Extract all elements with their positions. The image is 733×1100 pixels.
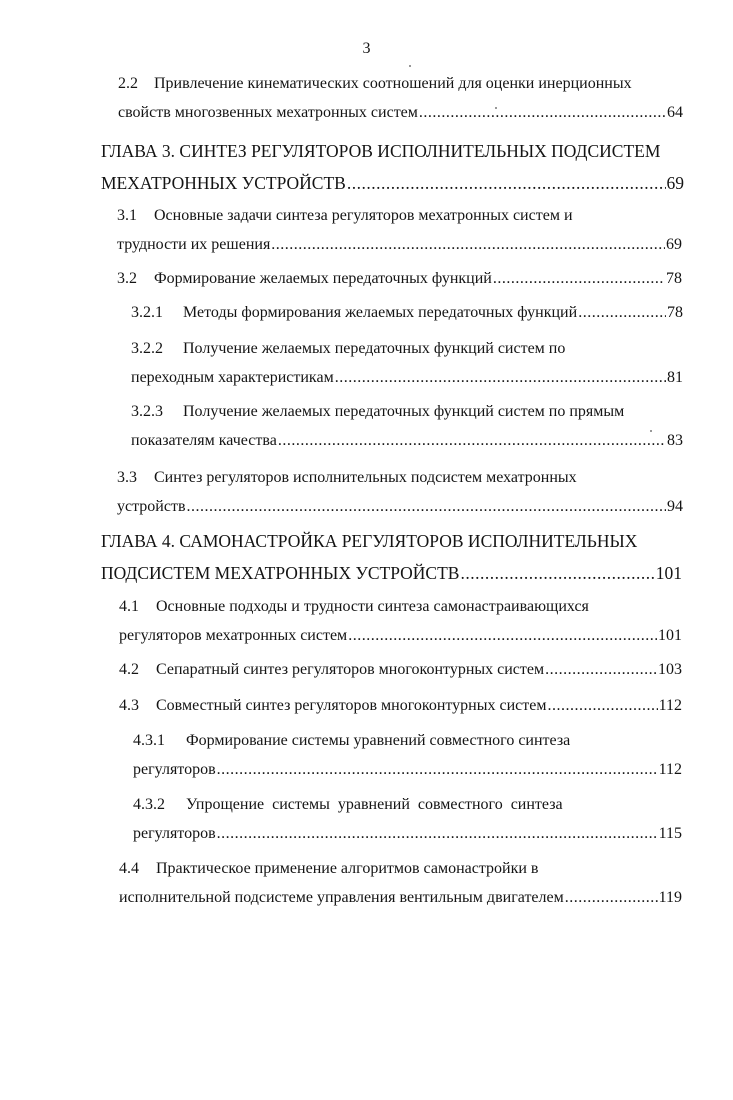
section-number: 4.4 bbox=[119, 860, 139, 877]
entry-title-line2: регуляторов мехатронных систем bbox=[119, 627, 348, 644]
section-number: 3.1 bbox=[117, 207, 137, 224]
dot-leader bbox=[419, 103, 666, 123]
chapter-title-line2: ПОДСИСТЕМ МЕХАТРОННЫХ УСТРОЙСТВ bbox=[101, 563, 460, 583]
section-number: 3.2 bbox=[117, 270, 137, 287]
entry-title-line2: свойств многозвенных мехатронных систем bbox=[118, 104, 418, 121]
toc-entry-4-1 bbox=[119, 597, 682, 646]
toc-entry-3-2-1 bbox=[131, 303, 683, 323]
dot-leader bbox=[348, 626, 657, 646]
dot-leader bbox=[565, 888, 658, 908]
entry-title-line1: Основные задачи синтеза регуляторов мехатронных систем и bbox=[154, 207, 573, 224]
page-ref: 64 bbox=[667, 104, 683, 121]
entry-title-line2: устройств bbox=[117, 498, 186, 515]
page-ref: 94 bbox=[667, 498, 683, 515]
toc-entry-3-3 bbox=[117, 468, 683, 517]
entry-title-line2: регуляторов bbox=[133, 825, 216, 842]
scan-speck bbox=[650, 430, 652, 432]
entry-title: Формирование желаемых передаточных функций bbox=[154, 270, 492, 287]
toc-entry-4-4 bbox=[119, 859, 682, 908]
entry-title-line1: Получение желаемых передаточных функций систем по bbox=[183, 340, 566, 357]
page-ref: 81 bbox=[667, 369, 683, 386]
toc-entry-3-2-2 bbox=[131, 339, 683, 388]
section-number: 2.2 bbox=[118, 75, 138, 92]
toc-entry-2-2 bbox=[118, 74, 683, 123]
chapter-title-line1: ГЛАВА 3. СИНТЕЗ РЕГУЛЯТОРОВ ИСПОЛНИТЕЛЬНЫХ ПОДСИСТЕМ bbox=[101, 141, 661, 161]
section-number: 3.2.3 bbox=[131, 403, 163, 420]
page-ref: 103 bbox=[658, 661, 682, 678]
entry-title-line1: Упрощение системы уравнений совместного синтеза bbox=[186, 796, 563, 813]
scan-speck bbox=[495, 107, 497, 109]
dot-leader bbox=[578, 303, 666, 323]
page-ref: 115 bbox=[658, 825, 682, 842]
dot-leader bbox=[217, 824, 658, 844]
toc-entry-4-3-2 bbox=[133, 795, 682, 844]
page-number: 3 bbox=[362, 40, 371, 57]
chapter-title-line2: МЕХАТРОННЫХ УСТРОЙСТВ bbox=[101, 173, 346, 193]
page-ref: 112 bbox=[658, 761, 682, 778]
toc-entry-3-1 bbox=[117, 206, 682, 255]
page-ref: 119 bbox=[658, 889, 682, 906]
entry-title: Методы формирования желаемых передаточных функций bbox=[183, 304, 578, 321]
dot-leader bbox=[347, 172, 666, 194]
entry-title-line2: исполнительной подсистеме управления вентильным двигателем bbox=[119, 889, 564, 906]
dot-leader bbox=[545, 660, 657, 680]
page-ref: 69 bbox=[666, 173, 684, 193]
page-ref: 101 bbox=[658, 627, 682, 644]
entry-title: Сепаратный синтез регуляторов многоконтурных систем bbox=[156, 661, 545, 678]
page-ref: 78 bbox=[667, 304, 683, 321]
toc-chapter-3 bbox=[101, 140, 684, 194]
entry-title: Совместный синтез регуляторов многоконтурных систем bbox=[156, 697, 547, 714]
page-ref: 83 bbox=[667, 432, 683, 449]
scan-speck bbox=[409, 65, 411, 67]
toc-entry-4-3-1 bbox=[133, 731, 682, 780]
toc-entry-4-3 bbox=[119, 696, 682, 716]
entry-title-line2: трудности их решения bbox=[117, 236, 271, 253]
entry-title-line2: переходным характеристикам bbox=[131, 369, 334, 386]
entry-title-line1: Формирование системы уравнений совместного синтеза bbox=[186, 732, 571, 749]
toc-entry-3-2-3 bbox=[131, 402, 683, 451]
dot-leader bbox=[271, 235, 665, 255]
dot-leader bbox=[460, 562, 654, 584]
section-number: 3.2.2 bbox=[131, 340, 163, 357]
section-number: 3.3 bbox=[117, 469, 137, 486]
toc-chapter-4 bbox=[101, 530, 682, 584]
chapter-title-line1: ГЛАВА 4. САМОНАСТРОЙКА РЕГУЛЯТОРОВ ИСПОЛНИТЕЛЬНЫХ bbox=[101, 531, 638, 551]
section-number: 4.3 bbox=[119, 697, 139, 714]
section-number: 4.1 bbox=[119, 598, 139, 615]
section-number: 4.3.1 bbox=[133, 732, 165, 749]
dot-leader bbox=[278, 431, 666, 451]
entry-title-line1: Получение желаемых передаточных функций систем по прямым bbox=[183, 403, 625, 420]
page-ref: 69 bbox=[666, 236, 682, 253]
entry-title-line1: Практическое применение алгоритмов самонастройки в bbox=[156, 860, 539, 877]
dot-leader bbox=[547, 696, 657, 716]
page-ref: 101 bbox=[655, 563, 682, 583]
entry-title-line2: регуляторов bbox=[133, 761, 216, 778]
entry-title-line1: Основные подходы и трудности синтеза самонастраивающихся bbox=[156, 598, 589, 615]
toc-entry-4-2 bbox=[119, 660, 682, 680]
dot-leader bbox=[217, 760, 658, 780]
entry-title-line2: показателям качества bbox=[131, 432, 277, 449]
dot-leader bbox=[493, 269, 665, 289]
dot-leader bbox=[187, 497, 667, 517]
section-number: 4.3.2 bbox=[133, 796, 165, 813]
dot-leader bbox=[335, 368, 666, 388]
entry-title-line1: Синтез регуляторов исполнительных подсистем мехатронных bbox=[154, 469, 577, 486]
section-number: 4.2 bbox=[119, 661, 139, 678]
entry-title-line1: Привлечение кинематических соотношений для оценки инерционных bbox=[154, 75, 632, 92]
page-ref: 112 bbox=[658, 697, 682, 714]
section-number: 3.2.1 bbox=[131, 304, 163, 321]
page-ref: 78 bbox=[666, 270, 682, 287]
toc-entry-3-2 bbox=[117, 269, 682, 289]
